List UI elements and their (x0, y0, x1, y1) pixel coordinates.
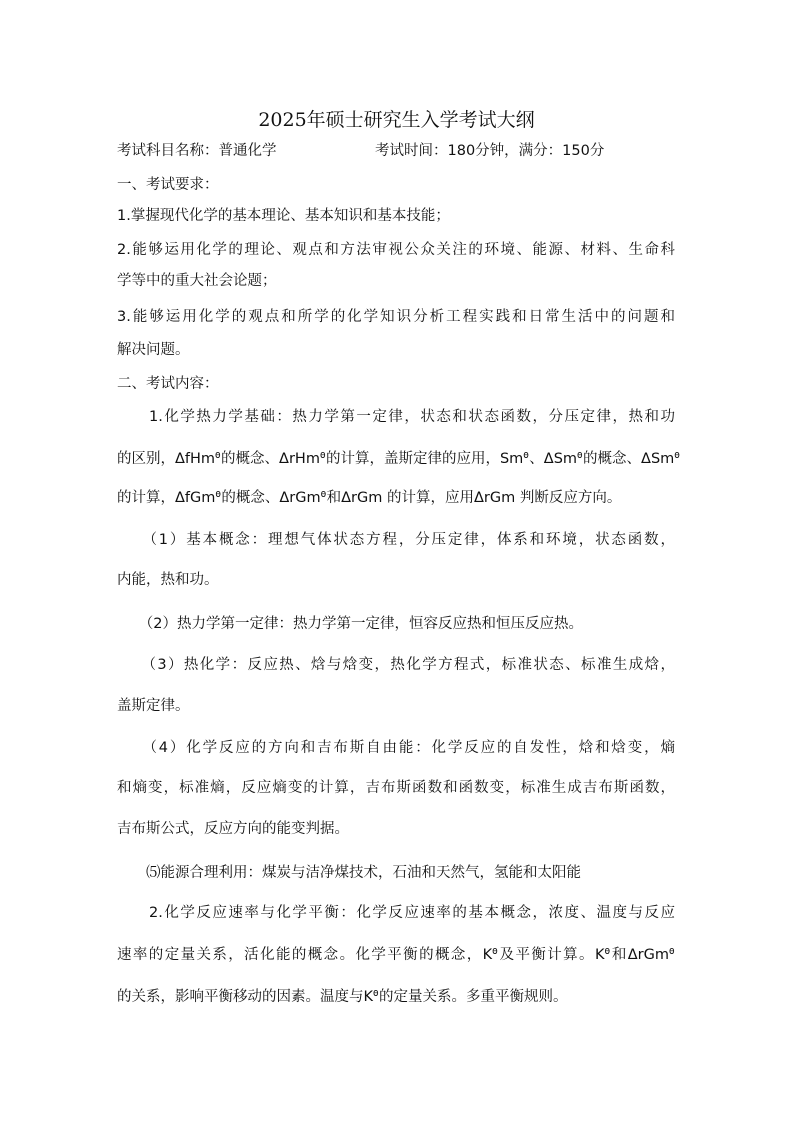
text-line: 学等中的重大社会论题； (117, 273, 277, 289)
exam-subject: 考试科目名称：普通化学 (117, 143, 277, 159)
text-line: 的区别，ΔfHmᶿ的概念、ΔrHmᶿ的计算，盖斯定律的应用，Smᶿ、ΔSmᶿ的概念、ΔSmᶿ (117, 451, 681, 467)
text-line: 二、考试内容： (117, 376, 219, 392)
text-line: （2）热力学第一定律：热力学第一定律，恒容反应热和恒压反应热。 (117, 616, 583, 632)
text-line: 2.化学反应速率与化学平衡：化学反应速率的基本概念，浓度、温度与反应 (117, 905, 675, 921)
text-line: 2.能够运用化学的理论、观点和方法审视公众关注的环境、能源、材料、生命科 (117, 242, 675, 258)
text-line: 3.能够运用化学的观点和所学的化学知识分析工程实践和日常生活中的问题和 (117, 309, 675, 325)
document-title: 2025年硕士研究生入学考试大纲 (258, 109, 535, 131)
text-line: 的关系，影响平衡移动的因素。温度与Kᶿ的定量关系。多重平衡规则。 (117, 989, 568, 1005)
text-line: （1）基本概念：理想气体状态方程，分压定律，体系和环境，状态函数， (117, 532, 675, 548)
text-line: 解决问题。 (117, 342, 190, 358)
text-line: 1.掌握现代化学的基本理论、基本知识和基本技能； (117, 208, 450, 224)
text-line: 盖斯定律。 (117, 698, 190, 714)
text-line: （3）热化学：反应热、焓与焓变，热化学方程式，标准状态、标准生成焓， (117, 657, 675, 673)
text-line: 和熵变，标准熵，反应熵变的计算，吉布斯函数和函数变，标准生成吉布斯函数， (117, 780, 675, 796)
text-line: 吉布斯公式，反应方向的能变判据。 (117, 821, 349, 837)
exam-info (117, 141, 675, 161)
text-line: 速率的定量关系，活化能的概念。化学平衡的概念，Kᶿ及平衡计算。Kᶿ和ΔrGmᶿ (117, 947, 675, 963)
text-line: ⑸能源合理利用：煤炭与洁净煤技术，石油和天然气，氢能和太阳能 (117, 865, 581, 881)
text-line: 一、考试要求： (117, 177, 219, 193)
text-line: （4）化学反应的方向和吉布斯自由能：化学反应的自发性，焓和焓变，熵 (117, 740, 675, 756)
exam-time: 考试时间：180分钟，满分：150分 (375, 143, 605, 159)
text-line: 的计算，ΔfGmᶿ的概念、ΔrGmᶿ和ΔrGm 的计算，应用ΔrGm 判断反应方向。 (117, 490, 622, 506)
text-line: 内能，热和功。 (117, 572, 219, 588)
text-line: 1.化学热力学基础：热力学第一定律，状态和状态函数，分压定律，热和功 (117, 409, 675, 425)
